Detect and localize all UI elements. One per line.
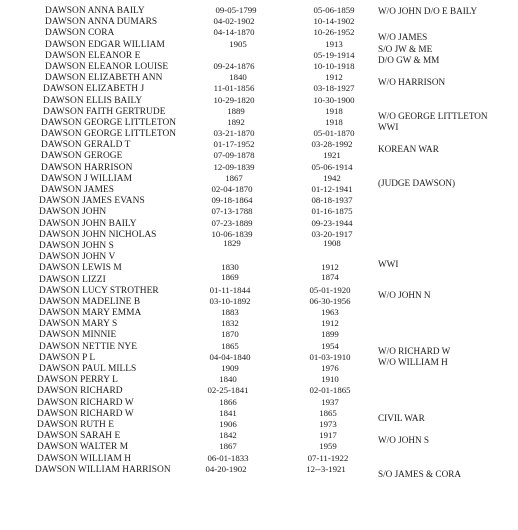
record-name: DAWSON JOHN — [39, 207, 107, 218]
record-death-date: 1973 — [319, 418, 337, 429]
record-birth-date: 09-18-1864 — [211, 195, 253, 206]
record-birth-date: 07-09-1878 — [213, 150, 255, 161]
record-birth-date: 06-01-1833 — [207, 452, 249, 463]
record-row — [0, 442, 518, 453]
record-name: DAWSON LEWIS M — [39, 263, 122, 274]
record-birth-date: 1830 — [221, 262, 239, 273]
record-death-date: 1865 — [319, 407, 337, 418]
record-birth-date: 03-10-1892 — [209, 295, 251, 306]
record-note: W/O GEORGE LITTLETON — [378, 110, 488, 121]
record-name: DAWSON ELLIS BAILY — [43, 95, 143, 106]
record-death-date: 1937 — [321, 396, 339, 407]
record-name: DAWSON MINNIE — [39, 330, 117, 341]
record-name: DAWSON ELIZABETH J — [43, 84, 145, 95]
record-note: KOREAN WAR — [378, 144, 439, 155]
record-note: WWI — [378, 259, 399, 270]
record-name: DAWSON RICHARD W — [37, 408, 134, 419]
record-name: DAWSON ELEANOR LOUISE — [45, 61, 169, 72]
record-birth-date: 1906 — [219, 418, 237, 429]
record-name: DAWSON JAMES EVANS — [39, 196, 145, 207]
record-row — [0, 454, 518, 465]
record-name: DAWSON ELEANOR E — [45, 50, 141, 61]
record-birth-date: 1832 — [221, 318, 239, 329]
record-death-date: 03-20-1917 — [311, 228, 353, 239]
record-death-date: 03-18-1927 — [313, 83, 355, 94]
record-birth-date: 09-05-1799 — [215, 5, 257, 15]
record-death-date: 1959 — [319, 441, 337, 452]
record-death-date: 1918 — [325, 116, 343, 127]
record-birth-date: 1867 — [219, 441, 237, 452]
record-death-date: 1912 — [321, 318, 339, 329]
record-name: DAWSON ELIZABETH ANN — [45, 73, 163, 84]
record-death-date: 10-10-1918 — [313, 60, 355, 71]
record-note: D/O GW & MM — [378, 54, 440, 65]
record-row — [0, 237, 518, 252]
record-death-date: 1942 — [323, 172, 341, 183]
record-death-date: 05-06-1859 — [313, 5, 355, 15]
record-birth-date: 09-24-1876 — [213, 60, 255, 71]
record-note: CIVIL WAR — [378, 412, 425, 423]
record-name: DAWSON WILLIAM H — [37, 453, 132, 464]
record-birth-date: 1867 — [225, 172, 243, 183]
record-birth-date: 04-02-1902 — [213, 16, 255, 27]
record-name: DAWSON J WILLIAM — [41, 173, 133, 184]
record-death-date: 12--3-1921 — [306, 463, 346, 474]
record-name: DAWSON EDGAR WILLIAM — [45, 39, 165, 50]
record-name: DAWSON P L — [39, 352, 96, 363]
record-birth-date: 1829 — [223, 237, 241, 248]
record-death-date: 1954 — [321, 340, 339, 351]
record-death-date: 05-06-1914 — [311, 161, 353, 172]
record-name: DAWSON ANNA DUMARS — [45, 17, 158, 28]
record-birth-date: 04-14-1870 — [213, 27, 255, 38]
record-row — [0, 364, 518, 375]
record-name: DAWSON JOHN NICHOLAS — [39, 229, 157, 240]
record-name: DAWSON ANNA BAILY — [45, 6, 145, 16]
burial-records-list — [0, 5, 518, 479]
record-name: DAWSON JOHN V — [39, 252, 116, 263]
record-name: DAWSON LUCY STROTHER — [39, 285, 159, 296]
record-birth-date: 1869 — [221, 271, 239, 282]
record-death-date: 05-01-1920 — [309, 284, 351, 295]
record-name: DAWSON GERALD T — [41, 140, 131, 151]
record-death-date: 1899 — [321, 329, 339, 340]
record-note: W/O JOHN S — [378, 435, 430, 446]
record-death-date: 01-03-1910 — [309, 351, 351, 362]
record-note: W/O JAMES — [378, 32, 428, 43]
record-death-date: 1963 — [321, 307, 339, 318]
record-note: W/O JOHN N — [378, 289, 431, 300]
record-death-date: 1917 — [319, 430, 337, 441]
record-birth-date: 1840 — [219, 374, 237, 385]
record-death-date: 1913 — [325, 38, 343, 49]
record-row — [0, 398, 518, 409]
record-birth-date: 1892 — [227, 116, 245, 127]
record-death-date: 09-23-1944 — [311, 217, 353, 228]
record-death-date: 02-01-1865 — [309, 385, 351, 396]
record-death-date: 01-12-1941 — [311, 184, 353, 194]
record-death-date: 06-30-1956 — [309, 295, 351, 306]
record-death-date: 08-18-1937 — [311, 195, 353, 206]
record-row — [0, 38, 518, 54]
record-death-date: 1912 — [325, 72, 343, 83]
record-birth-date: 12-09-1839 — [213, 161, 255, 172]
record-death-date: 05-19-1914 — [313, 49, 355, 60]
record-name: DAWSON MADELINE B — [39, 296, 141, 307]
record-death-date: 03-28-1992 — [311, 139, 353, 150]
record-name: DAWSON FAITH GERTRUDE — [43, 106, 166, 117]
record-birth-date: 07-13-1788 — [211, 206, 253, 217]
record-birth-date: 1842 — [219, 430, 237, 441]
record-row — [0, 407, 518, 423]
record-name: DAWSON GEORGE LITTLETON — [41, 129, 177, 140]
record-name: DAWSON CORA — [45, 28, 115, 39]
record-birth-date: 10-29-1820 — [213, 94, 255, 105]
record-birth-date: 1865 — [221, 340, 239, 351]
record-note: S/O JW & ME — [378, 43, 433, 54]
record-death-date: 07-11-1922 — [307, 452, 349, 463]
record-row — [0, 375, 518, 386]
record-birth-date: 1905 — [229, 38, 247, 49]
record-death-date: 10-14-1902 — [313, 16, 355, 27]
record-row — [0, 463, 518, 479]
record-birth-date: 01-17-1952 — [213, 139, 255, 150]
record-name: DAWSON RICHARD W — [37, 397, 134, 408]
record-note: W/O HARRISON — [378, 77, 446, 88]
record-birth-date: 1909 — [221, 363, 239, 373]
record-death-date: 1912 — [321, 262, 339, 273]
record-name: DAWSON GEORGE LITTLETON — [41, 117, 177, 128]
record-note: S/O JAMES & CORA — [378, 468, 461, 479]
record-death-date: 1910 — [321, 374, 339, 385]
record-name: DAWSON HARRISON — [41, 162, 133, 173]
record-birth-date: 1841 — [219, 407, 237, 418]
record-death-date: 01-16-1875 — [311, 206, 353, 217]
record-name: DAWSON JAMES — [41, 185, 115, 195]
record-death-date: 10-30-1900 — [313, 94, 355, 105]
record-note: W/O RICHARD W — [378, 345, 451, 356]
record-name: DAWSON PERRY L — [37, 375, 118, 386]
record-name: DAWSON GEROGE — [41, 151, 123, 162]
record-birth-date: 04-04-1840 — [209, 351, 251, 362]
record-name: DAWSON PAUL MILLS — [39, 364, 137, 374]
record-birth-date: 07-23-1889 — [211, 217, 253, 228]
record-name: DAWSON WILLIAM HARRISON — [35, 464, 171, 475]
record-name: DAWSON JOHN S — [39, 240, 114, 251]
record-birth-date: 1883 — [221, 307, 239, 318]
record-row — [0, 430, 518, 446]
record-birth-date: 1870 — [221, 329, 239, 340]
record-birth-date: 11-01-1856 — [213, 83, 255, 94]
record-name: DAWSON MARY S — [39, 319, 118, 330]
record-name: DAWSON LIZZI — [39, 274, 106, 285]
record-death-date: 1918 — [325, 105, 343, 116]
record-birth-date: 1840 — [229, 72, 247, 83]
record-death-date: 05-01-1870 — [313, 128, 355, 139]
record-death-date: 1921 — [323, 150, 341, 161]
record-death-date: 1976 — [321, 363, 339, 373]
record-name: DAWSON SARAH E — [37, 431, 121, 442]
record-name: DAWSON NETTIE NYE — [39, 341, 137, 352]
record-row — [0, 420, 518, 431]
record-note: (JUDGE DAWSON) — [378, 177, 456, 188]
record-note: WWI — [378, 121, 399, 132]
record-note: W/O JOHN D/O E BAILY — [378, 6, 478, 16]
record-birth-date: 02-04-1870 — [211, 184, 253, 194]
record-birth-date: 03-21-1870 — [213, 128, 255, 139]
record-birth-date: 10-06-1839 — [211, 228, 253, 239]
record-death-date: 1908 — [323, 237, 341, 248]
record-name: DAWSON JOHN BAILY — [39, 218, 137, 229]
record-birth-date: 1866 — [219, 396, 237, 407]
record-birth-date: 04-20-1902 — [205, 463, 247, 474]
record-birth-date: 02-25-1841 — [207, 385, 249, 396]
record-birth-date: 01-11-1844 — [209, 284, 251, 295]
record-death-date: 10-26-1952 — [313, 27, 355, 38]
record-note: W/O WILLIAM H — [378, 356, 448, 367]
record-birth-date: 1889 — [227, 105, 245, 116]
record-row — [0, 386, 518, 397]
record-name: DAWSON RUTH E — [37, 419, 114, 430]
record-name: DAWSON RICHARD — [37, 386, 123, 397]
record-name: DAWSON MARY EMMA — [39, 308, 142, 319]
record-death-date: 1874 — [321, 271, 339, 282]
record-name: DAWSON WALTER M — [37, 442, 129, 453]
